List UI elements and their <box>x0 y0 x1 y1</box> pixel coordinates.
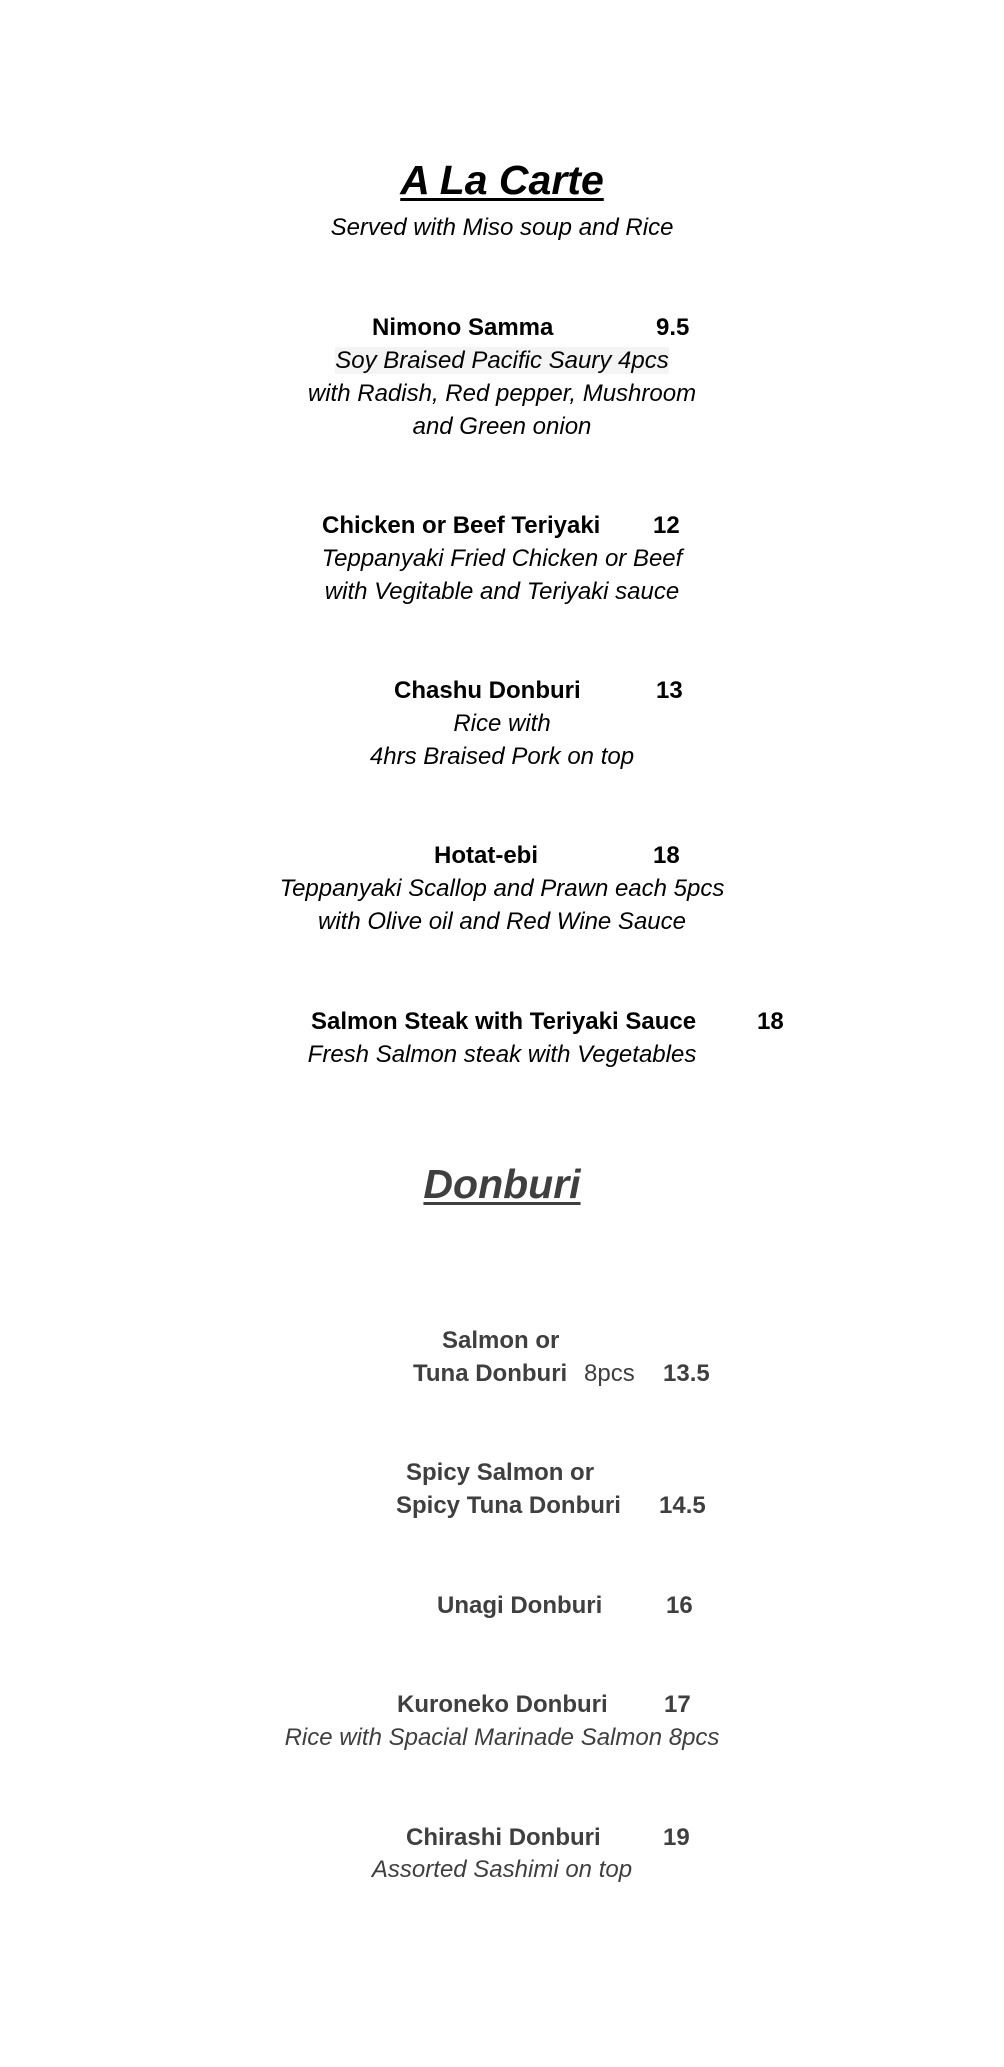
menu-item-name: Unagi Donburi <box>437 1592 603 1619</box>
menu-item-description: Soy Braised Pacific Saury 4pcs <box>335 347 669 374</box>
menu-item-name: Salmon or <box>442 1327 560 1354</box>
menu-item-price: 18 <box>653 842 680 869</box>
menu-item-price: 13.5 <box>663 1360 710 1387</box>
menu-item-name: Chicken or Beef Teriyaki <box>322 512 601 539</box>
menu-item-price: 12 <box>653 512 680 539</box>
menu-item-description: Teppanyaki Scallop and Prawn each 5pcs <box>279 875 725 902</box>
menu-item-description: 4hrs Braised Pork on top <box>369 743 635 770</box>
menu-item-description: Rice with Spacial Marinade Salmon 8pcs <box>284 1724 720 1751</box>
menu-item-name: Tuna Donburi <box>413 1360 568 1387</box>
menu-item-price: 13 <box>656 677 683 704</box>
menu-item-description: Assorted Sashimi on top <box>371 1856 633 1883</box>
menu-item-name: Spicy Salmon or <box>406 1459 595 1486</box>
menu-item-quantity: 8pcs <box>584 1360 635 1387</box>
menu-item-price: 17 <box>664 1691 691 1718</box>
menu-item-description: with Olive oil and Red Wine Sauce <box>318 908 686 935</box>
menu-item-description: Rice with <box>453 710 551 737</box>
menu-item-description: Teppanyaki Fried Chicken or Beef <box>321 545 683 572</box>
section-subtitle: Served with Miso soup and Rice <box>330 214 674 241</box>
menu-item-price: 16 <box>666 1592 693 1619</box>
menu-item-price: 19 <box>663 1824 690 1851</box>
menu-item-description: with Radish, Red pepper, Mushroom <box>307 380 697 407</box>
menu-item-name: Chirashi Donburi <box>406 1824 601 1851</box>
menu-item-description: Fresh Salmon steak with Vegetables <box>307 1041 697 1068</box>
menu-item-name: Hotat-ebi <box>434 842 538 869</box>
section-title-donburi: Donburi <box>423 1161 581 1207</box>
menu-item-description: and Green onion <box>412 413 592 440</box>
menu-item-price: 18 <box>757 1008 784 1035</box>
menu-item-description: with Vegitable and Teriyaki sauce <box>324 578 680 605</box>
menu-item-price: 14.5 <box>659 1492 706 1519</box>
menu-item-name: Chashu Donburi <box>394 677 581 704</box>
section-title-a-la-carte: A La Carte <box>400 157 604 203</box>
menu-item-name: Nimono Samma <box>372 314 554 341</box>
menu-item-name: Salmon Steak with Teriyaki Sauce <box>311 1008 697 1035</box>
menu-item-price: 9.5 <box>656 314 690 341</box>
menu-item-name: Spicy Tuna Donburi <box>396 1492 621 1519</box>
menu-item-name: Kuroneko Donburi <box>397 1691 608 1718</box>
